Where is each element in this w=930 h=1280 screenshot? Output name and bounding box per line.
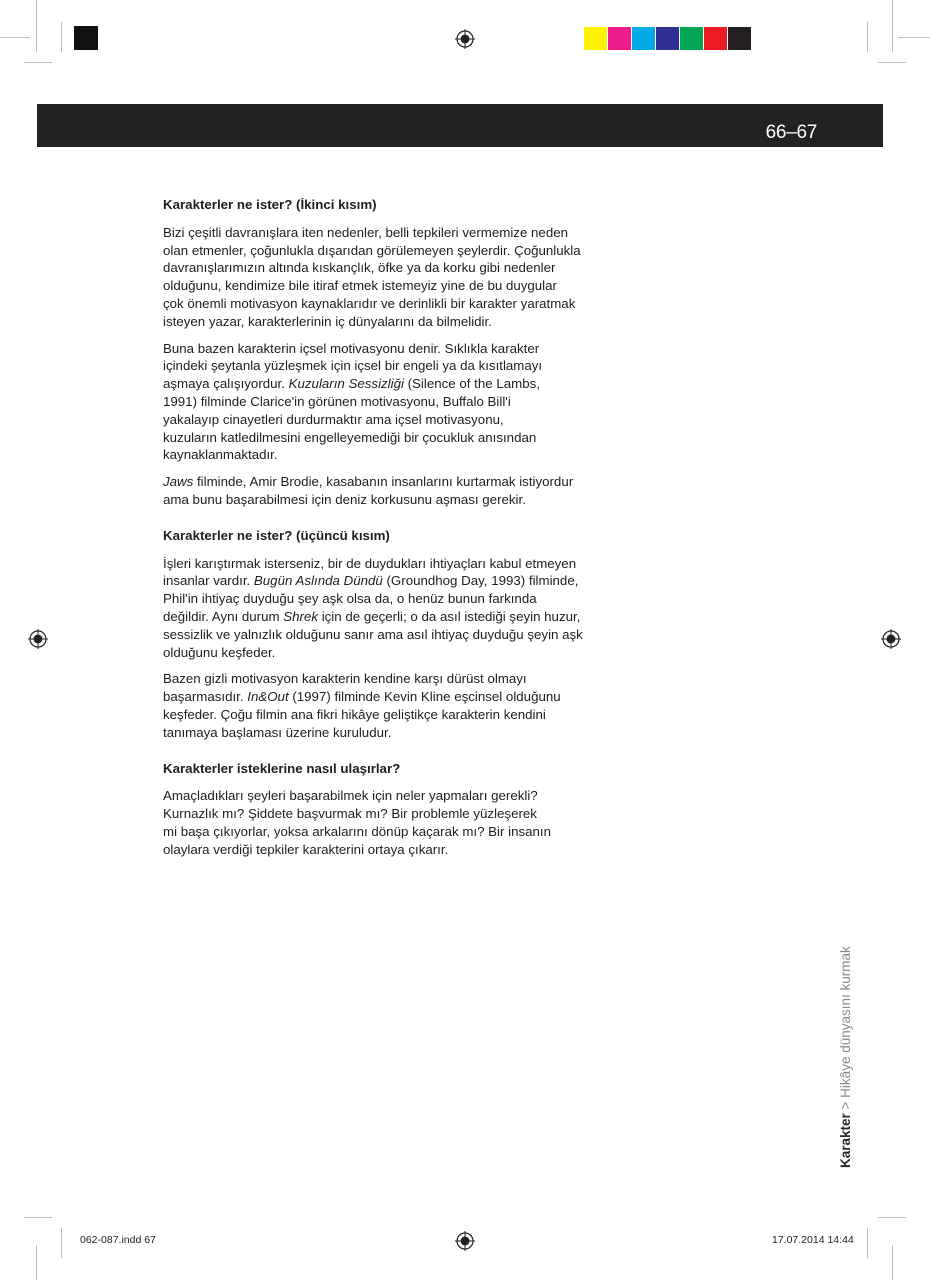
registration-mark-icon xyxy=(881,629,901,649)
crop-mark xyxy=(867,1228,868,1258)
section-name: Hikâye dünyasını kurmak xyxy=(838,946,853,1098)
text-run: başarmasıdır. xyxy=(163,689,248,705)
crop-mark xyxy=(0,37,30,38)
page-numbers: 66–67 xyxy=(765,122,817,143)
crop-mark xyxy=(36,1245,37,1280)
text-line: olduğunu, kendimize bile itiraf etmek istemeyiz yine de bu duygular xyxy=(163,278,557,294)
text-line: Kurnazlık mı? Şiddete başvurmak mı? Bir problemle yüzleşerek xyxy=(163,806,537,822)
file-info: 062-087.indd 67 xyxy=(80,1234,156,1246)
text-line: içindeki şeytanla yüzleşmek için içsel bir engeli ya da kısıtlamayı xyxy=(163,358,543,374)
text-line: kaynaklanmaktadır. xyxy=(163,447,278,463)
color-swatch-red xyxy=(704,27,728,50)
text-run: insanlar vardır. xyxy=(163,573,254,589)
registration-mark-icon xyxy=(455,29,475,49)
text-line xyxy=(163,688,603,706)
chapter-side-label xyxy=(838,946,853,1168)
section-heading: Karakterler ne ister? (İkinci kısım) xyxy=(163,197,377,212)
text-line: Bizi çeşitli davranışlara iten nedenler, belli tepkileri vermemize neden xyxy=(163,224,569,240)
crop-mark xyxy=(61,1228,62,1258)
text-line: Amaçladıkları şeyleri başarabilmek için neler yapmaları gerekli? xyxy=(163,788,538,804)
text-line: tanımaya başlaması üzerine kuruludur. xyxy=(163,724,392,740)
body-text xyxy=(163,196,603,868)
breadcrumb-separator: > xyxy=(838,1097,853,1114)
paragraph xyxy=(163,224,603,331)
section-heading: Karakterler ne ister? (üçüncü kısım) xyxy=(163,527,390,543)
paragraph xyxy=(163,787,603,858)
crop-mark xyxy=(878,1217,906,1218)
text-run: aşmaya çalışıyordur. xyxy=(163,376,289,392)
print-date-time: 17.07.2014 14:44 xyxy=(772,1234,854,1246)
film-title: In&Out xyxy=(247,689,289,705)
text-line: çok önemli motivasyon kaynaklarıdır ve derinlikli bir karakter yaratmak xyxy=(163,295,576,311)
paragraph xyxy=(163,340,603,465)
text-line: keşfeder. Çoğu filmin ana fikri hikâye geliştikçe karakterin kendini xyxy=(163,706,546,722)
text-line xyxy=(163,375,603,393)
text-run: (Groundhog Day, 1993) filminde, xyxy=(382,573,579,589)
black-registration-square xyxy=(74,26,98,50)
text-line: mi başa çıkıyorlar, yoksa arkalarını dönüp kaçarak mı? Bir insanın xyxy=(163,823,551,839)
text-line: davranışlarımızın altında kıskançlık, öfke ya da korku gibi nedenler xyxy=(163,260,556,276)
color-swatch-cyan xyxy=(632,27,656,50)
text-run: için de geçerli; o da asıl istediği şeyin huzur, xyxy=(318,608,581,624)
text-line: 1991) filminde Clarice'in görünen motivasyonu, Buffalo Bill'i xyxy=(163,393,511,409)
text-line: Bazen gizli motivasyon karakterin kendine karşı dürüst olmayı xyxy=(163,671,527,687)
section-heading: Karakterler isteklerine nasıl ulaşırlar? xyxy=(163,760,401,776)
header-band xyxy=(37,104,883,147)
text-line: olaylara verdiği tepkiler karakterini ortaya çıkarır. xyxy=(163,841,449,857)
registration-mark-icon xyxy=(28,629,48,649)
text-line: sessizlik ve yalnızlık olduğunu sanır ama asıl ihtiyaç duyduğu şeyin aşk xyxy=(163,626,583,642)
paragraph xyxy=(163,473,603,509)
crop-mark xyxy=(36,0,37,52)
text-line: İşleri karıştırmak isterseniz, bir de duydukları ihtiyaçları kabul etmeyen xyxy=(163,555,577,571)
text-run: (1997) filminde Kevin Kline eşcinsel olduğunu xyxy=(288,689,561,705)
text-run: filminde, Amir Brodie, kasabanın insanlarını kurtarmak istiyordur xyxy=(193,474,574,490)
text-run: değildir. Aynı durum xyxy=(163,608,284,624)
text-line xyxy=(163,608,603,626)
color-swatch-yellow xyxy=(584,27,608,50)
film-title: Bugün Aslında Dündü xyxy=(253,573,383,589)
crop-mark xyxy=(24,62,52,63)
chapter-name: Karakter xyxy=(838,1113,853,1168)
paragraph xyxy=(163,670,603,741)
text-line xyxy=(163,473,603,491)
color-swatch-green xyxy=(680,27,704,50)
crop-mark xyxy=(867,22,868,52)
color-swatch-blue xyxy=(656,27,680,50)
color-swatch-magenta xyxy=(608,27,632,50)
crop-mark xyxy=(898,37,930,38)
paragraph xyxy=(163,555,603,662)
color-swatch-black xyxy=(728,27,752,50)
text-line: ama bunu başarabilmesi için deniz korkusunu aşması gerekir. xyxy=(163,491,526,507)
color-bar xyxy=(584,27,752,50)
text-line: olan etmenler, çoğunlukla dışarıdan görülemeyen şeylerdir. Çoğunlukla xyxy=(163,242,581,258)
registration-mark-icon xyxy=(455,1231,475,1251)
text-line: kuzuların katledilmesini engelleyemediği bir çocukluk anısından xyxy=(163,429,537,445)
crop-mark xyxy=(61,22,62,52)
text-line: Buna bazen karakterin içsel motivasyonu denir. Sıklıkla karakter xyxy=(163,340,540,356)
crop-mark xyxy=(878,62,906,63)
text-line xyxy=(163,572,603,590)
text-line: yakalayıp cinayetleri durdurmaktır ama içsel motivasyonu, xyxy=(163,411,504,427)
film-title: Shrek xyxy=(283,608,318,624)
text-run: (Silence of the Lambs, xyxy=(403,376,540,392)
film-title: Jaws xyxy=(163,474,194,490)
film-title: Kuzuların Sessizliği xyxy=(288,376,404,392)
crop-mark xyxy=(892,1245,893,1280)
text-line: isteyen yazar, karakterlerinin iç dünyalarını da bilmelidir. xyxy=(163,313,492,329)
text-line: olduğunu keşfeder. xyxy=(163,644,276,660)
text-line: Phil'in ihtiyaç duyduğu şey aşk olsa da, o henüz bunun farkında xyxy=(163,591,537,607)
crop-mark xyxy=(24,1217,52,1218)
crop-mark xyxy=(892,0,893,52)
